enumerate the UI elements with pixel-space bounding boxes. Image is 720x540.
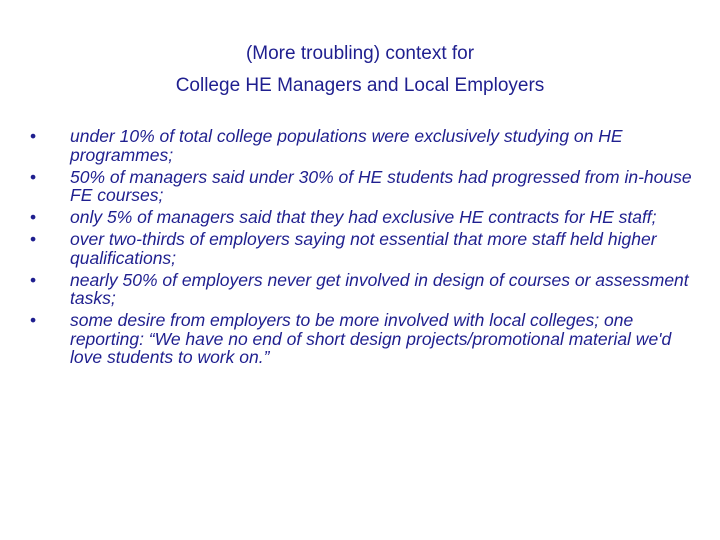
bullet-text: 50% of managers said under 30% of HE students had progressed from in-house FE courses; (70, 166, 692, 205)
bullet-item (30, 208, 700, 227)
bullet-dot-icon: • (30, 207, 37, 227)
slide-title (0, 38, 720, 102)
bullet-dot-icon: • (30, 126, 37, 146)
title-line-2: College HE Managers and Local Employers (175, 75, 545, 96)
bullet-text: under 10% of total college populations were exclusively studying on HE programmes; (70, 126, 623, 165)
bullet-list (30, 127, 700, 370)
title-line-1: (More troubling) context for (245, 43, 475, 64)
bullet-item (30, 311, 700, 367)
bullet-dot-icon: • (30, 269, 37, 290)
bullet-item (30, 168, 700, 205)
bullet-item (30, 230, 700, 267)
bullet-dot-icon: • (30, 229, 37, 249)
bullet-dot-icon: • (30, 310, 37, 330)
bullet-text: nearly 50% of employers never get involved in design of courses or assessment tasks; (70, 269, 689, 308)
bullet-text: over two-thirds of employers saying not essential that more staff held higher qualifications; (70, 229, 657, 268)
bullet-item (30, 271, 700, 308)
bullet-dot-icon: • (30, 166, 37, 187)
bullet-text: only 5% of managers said that they had exclusive HE contracts for HE staff; (70, 207, 657, 227)
bullet-item (30, 127, 700, 164)
bullet-text: some desire from employers to be more involved with local colleges; one reporting: “We have no end of short design projects/promotional material we'd love students to work on.” (70, 310, 672, 367)
